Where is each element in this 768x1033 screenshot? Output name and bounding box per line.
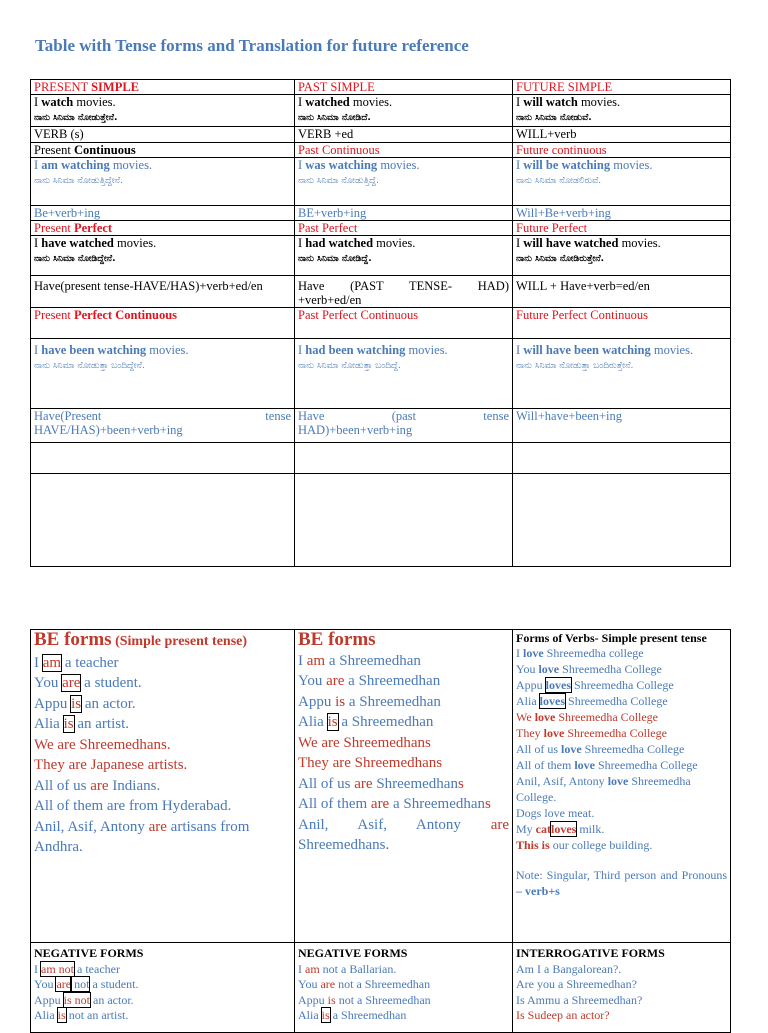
sentence: All of us are Indians. <box>34 777 161 794</box>
example-past-perfect: I had watched movies. ನಾನು ಸಿನಿಮಾ ನೋಡಿದ್ದೆ. <box>295 236 513 276</box>
be-forms-table <box>30 629 731 943</box>
sentence: I love Shreemedha college <box>516 646 644 660</box>
sentence: My catloves milk. <box>516 822 605 836</box>
negative-forms-col2 <box>295 943 513 1033</box>
header-present-perfect: Present Perfect <box>31 221 295 236</box>
sentence: Appu is not a Shreemedhan <box>298 992 431 1007</box>
sentence: We are Shreemedhans <box>298 734 431 751</box>
sentence: This is our college building. <box>516 838 653 852</box>
form-present-continuous: Be+verb+ing <box>31 206 295 221</box>
section-heading: Forms of Verbs- Simple present tense <box>516 631 707 645</box>
sentence: Is Ammu a Shreemedhan? <box>516 992 643 1007</box>
be-forms-shreemedhan <box>295 630 513 943</box>
header-future-perfect-continuous: Future Perfect Continuous <box>513 308 731 339</box>
negative-forms-col1 <box>31 943 295 1033</box>
page-title: Table with Tense forms and Translation for future reference <box>35 36 469 55</box>
section-heading: NEGATIVE FORMS <box>298 946 408 960</box>
sentence: Appu is not an actor. <box>34 992 134 1007</box>
form-present-simple: VERB (s) <box>31 127 295 143</box>
sentence: Am I a Bangalorean?. <box>516 961 622 976</box>
empty-cell <box>295 474 513 567</box>
sentence: They are Japanese artists. <box>34 757 188 773</box>
sentence: All of us are Shreemedhans <box>298 775 464 792</box>
sentence: Alia is a Shreemedhan <box>298 1008 407 1022</box>
sentence: You are not a student. <box>34 977 139 991</box>
header-present-continuous: Present Continuous <box>31 143 295 158</box>
example-present-continuous: I am watching movies. ನಾನು ಸಿನಿಮಾ ನೋಡುತ್ತಿದ್ದೇನೆ. <box>31 158 295 206</box>
section-heading: NEGATIVE FORMS <box>34 946 144 960</box>
sentence: Anil, Asif, Antony love Shreemedha College. <box>516 774 691 804</box>
sentence: We are Shreemedhans. <box>34 736 171 753</box>
sentence: Are you a Shreemedhan? <box>516 977 637 991</box>
sentence: They are Shreemedhans <box>298 755 443 771</box>
sentence: I am not a Ballarian. <box>298 961 397 976</box>
tense-table <box>30 79 731 567</box>
form-past-simple: VERB +ed <box>295 127 513 143</box>
example-future-perfect-continuous: I will have been watching movies. ನಾನು ಸಿನಿಮಾ ನೋಡುತ್ತಾ ಬಂದಿರುತ್ತೇನೆ. <box>513 339 731 409</box>
sentence: Anil, Asif, Antony are artisans from Andhra. <box>34 818 250 855</box>
header-present-simple: PRESENT SIMPLE <box>31 80 295 95</box>
sentence: You are a Shreemedhan <box>298 673 441 689</box>
sentence: Alia is not an artist. <box>34 1008 129 1022</box>
verb-forms-simple-present <box>513 630 731 943</box>
sentence: All of them are a Shreemedhans <box>298 796 491 812</box>
form-future-perfect-continuous: Will+have+been+ing <box>513 409 731 443</box>
header-future-perfect: Future Perfect <box>513 221 731 236</box>
sentence: You are not a Shreemedhan <box>298 977 431 991</box>
be-forms-simple-present <box>31 630 295 943</box>
sentence: Dogs love meat. <box>516 806 595 820</box>
sentence: All of us love Shreemedha College <box>516 742 685 756</box>
example-past-simple: I watched movies. ನಾನು ಸಿನಿಮಾ ನೋಡಿದೆ. <box>295 95 513 127</box>
example-present-perfect-continuous: I have been watching movies. ನಾನು ಸಿನಿಮಾ ನೋಡುತ್ತಾ ಬಂದಿದ್ದೇನೆ. <box>31 339 295 409</box>
section-heading: BE forms <box>298 629 376 650</box>
example-past-perfect-continuous: I had been watching movies. ನಾನು ಸಿನಿಮಾ ನೋಡುತ್ತಾ ಬಂದಿದ್ದೆ. <box>295 339 513 409</box>
header-present-perfect-continuous: Present Perfect Continuous <box>31 308 295 339</box>
form-future-continuous: Will+Be+verb+ing <box>513 206 731 221</box>
form-past-perfect-continuous: Have (past tense HAD)+been+verb+ing <box>295 409 513 443</box>
empty-cell <box>513 474 731 567</box>
example-future-continuous: I will be watching movies. ನಾನು ಸಿನಿಮಾ ನೋಡಲಿರುವೆ. <box>513 158 731 206</box>
example-future-perfect: I will have watched movies. ನಾನು ಸಿನಿಮಾ ನೋಡಿರುತ್ತೇನೆ. <box>513 236 731 276</box>
sentence: You love Shreemedha College <box>516 662 662 676</box>
header-past-continuous: Past Continuous <box>295 143 513 158</box>
sentence: Is Sudeep an actor? <box>516 1008 610 1022</box>
sentence: I am not a teacher <box>34 961 120 976</box>
form-future-simple: WILL+verb <box>513 127 731 143</box>
form-past-continuous: BE+verb+ing <box>295 206 513 221</box>
empty-cell <box>31 443 295 474</box>
interrogative-forms-col3 <box>513 943 731 1033</box>
empty-cell <box>295 443 513 474</box>
example-present-simple: I watch movies. ನಾನು ಸಿನಿಮಾ ನೋಡುತ್ತೇನೆ. <box>31 95 295 127</box>
sentence: Appu loves Shreemedha College <box>516 678 674 692</box>
note: Note: Singular, Third person and Pronouns – verb+s <box>516 868 727 898</box>
sentence: Alia loves Shreemedha College <box>516 694 668 708</box>
form-present-perfect: Have(present tense-HAVE/HAS)+verb+ed/en <box>31 276 295 308</box>
empty-cell <box>513 443 731 474</box>
example-future-simple: I will watch movies. ನಾನು ಸಿನಿಮಾ ನೋಡುವೆ. <box>513 95 731 127</box>
sentence: I am a Shreemedhan <box>298 652 421 669</box>
header-past-perfect: Past Perfect <box>295 221 513 236</box>
sentence: They love Shreemedha College <box>516 726 667 740</box>
section-heading: INTERROGATIVE FORMS <box>516 946 665 960</box>
section-heading: BE forms (Simple present tense) <box>34 629 248 650</box>
form-past-perfect: Have (PAST TENSE- HAD) +verb+ed/en <box>295 276 513 308</box>
empty-cell <box>31 474 295 567</box>
sentence: We love Shreemedha College <box>516 710 659 724</box>
sentence: Appu is a Shreemedhan <box>298 693 441 710</box>
sentence: I am a teacher <box>34 654 119 671</box>
form-present-perfect-continuous: Have(Present tense HAVE/HAS)+been+verb+ing <box>31 409 295 443</box>
sentence: Anil, Asif, Antony are Shreemedhans. <box>298 816 509 853</box>
sentence: All of them are from Hyderabad. <box>34 798 232 814</box>
form-future-perfect: WILL + Have+verb=ed/en <box>513 276 731 308</box>
header-past-simple: PAST SIMPLE <box>295 80 513 95</box>
sentence: Appu is an actor. <box>34 695 136 712</box>
header-future-simple: FUTURE SIMPLE <box>513 80 731 95</box>
sentence: All of them love Shreemedha College <box>516 758 698 772</box>
header-future-continuous: Future continuous <box>513 143 731 158</box>
sentence: Alia is a Shreemedhan <box>298 714 434 730</box>
negative-forms-table <box>30 942 731 1033</box>
sentence: Alia is an artist. <box>34 716 129 732</box>
example-present-perfect: I have watched movies. ನಾನು ಸಿನಿಮಾ ನೋಡಿದ್ದೇನೆ. <box>31 236 295 276</box>
example-past-continuous: I was watching movies. ನಾನು ಸಿನಿಮಾ ನೋಡುತ್ತಿದ್ದೆ. <box>295 158 513 206</box>
sentence: You are a student. <box>34 675 142 691</box>
header-past-perfect-continuous: Past Perfect Continuous <box>295 308 513 339</box>
